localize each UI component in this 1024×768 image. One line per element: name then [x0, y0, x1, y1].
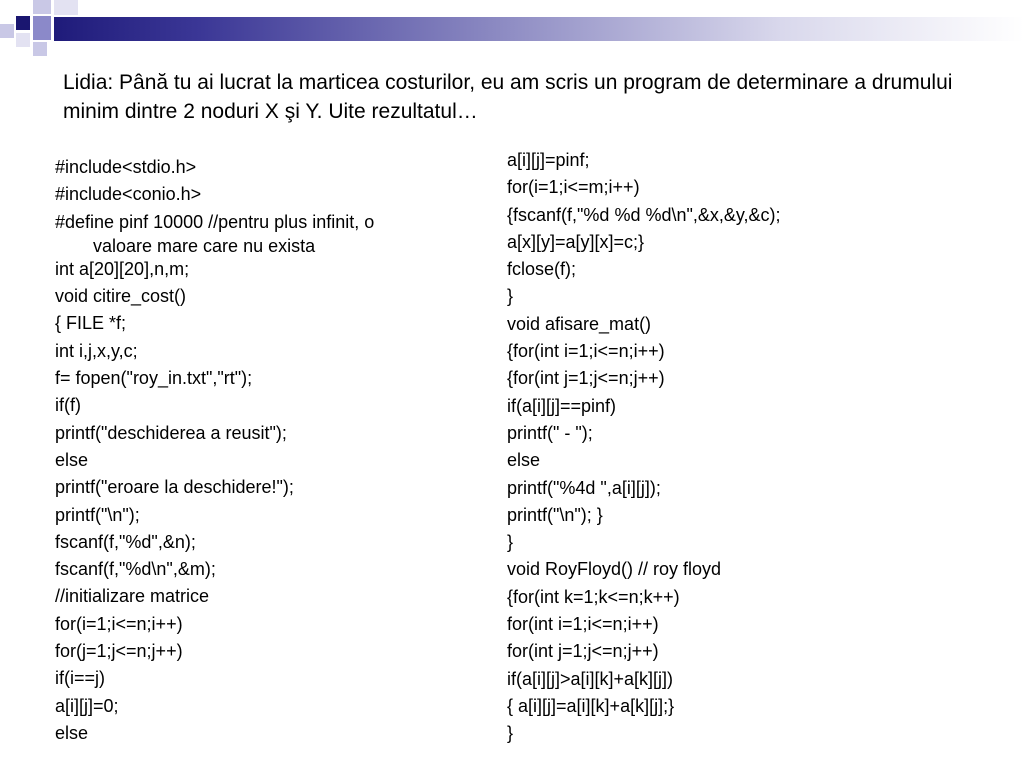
code-line: if(a[i][j]==pinf) — [507, 395, 617, 416]
decor-square-light-2 — [0, 24, 14, 38]
code-line: if(i==j) — [55, 668, 106, 689]
code-line-part: #define pinf 10000 //pentru plus infinit, o — [55, 211, 375, 232]
code-line: {for(int k=1;k<=n;k++) — [507, 586, 680, 607]
code-line: } — [507, 286, 514, 307]
code-line-continuation: valoare mare care nu exista — [93, 235, 316, 256]
code-line: for(i=1;i<=m;i++) — [507, 177, 640, 198]
code-column-left — [55, 154, 475, 747]
code-line: for(int i=1;i<=n;i++) — [507, 614, 659, 635]
code-line: fscanf(f,"%d",&n); — [55, 531, 196, 552]
code-line: { a[i][j]=a[i][k]+a[k][j];} — [507, 695, 675, 716]
code-line: fclose(f); — [507, 259, 577, 280]
code-line: printf("\n"); } — [507, 504, 603, 525]
code-line: printf("deschiderea a reusit"); — [55, 422, 287, 443]
slide-title: Lidia: Până tu ai lucrat la marticea costurilor, eu am scris un program de determinare a drumului minim dintre 2 noduri X şi Y. Uite rezultatul… — [63, 71, 953, 123]
code-line: } — [507, 723, 514, 744]
code-line: int i,j,x,y,c; — [55, 340, 138, 361]
decor-square-dark — [16, 16, 30, 30]
code-line: //initializare matrice — [55, 586, 210, 607]
code-line: if(f) — [55, 395, 81, 416]
code-line — [55, 209, 475, 256]
code-line: fscanf(f,"%d\n",&m); — [55, 559, 216, 580]
code-line: {fscanf(f,"%d %d %d\n",&x,&y,&c); — [507, 204, 781, 225]
code-line: else — [507, 450, 541, 471]
code-line: a[i][j]=pinf; — [507, 150, 590, 170]
code-line: #include<stdio.h> — [55, 157, 197, 177]
header-gradient-bar — [54, 17, 1024, 41]
code-line: if(a[i][j]>a[i][k]+a[k][j]) — [507, 668, 674, 689]
code-line: {for(int i=1;i<=n;i++) — [507, 341, 665, 362]
code-line: printf("eroare la deschidere!"); — [55, 477, 294, 498]
code-line: printf(" - "); — [507, 422, 593, 443]
decor-square-mid — [33, 16, 51, 40]
code-line: else — [55, 449, 89, 470]
code-line: for(int j=1;j<=n;j++) — [507, 641, 659, 662]
code-line: a[x][y]=a[y][x]=c;} — [507, 231, 645, 252]
code-line: void citire_cost() — [55, 286, 187, 307]
decor-square-pale-2 — [54, 0, 78, 15]
code-column-right — [507, 147, 937, 748]
code-line: a[i][j]=0; — [55, 695, 119, 716]
code-line: void afisare_mat() — [507, 313, 652, 334]
code-line: void RoyFloyd() // roy floyd — [507, 559, 722, 580]
code-line: } — [507, 532, 514, 553]
code-line: { FILE *f; — [55, 313, 127, 334]
decor-square-light-3 — [33, 42, 47, 56]
decor-square-light — [33, 0, 51, 14]
code-line: int a[20][20],n,m; — [55, 258, 190, 279]
code-line: for(j=1;j<=n;j++) — [55, 641, 183, 662]
code-line: #include<conio.h> — [55, 184, 202, 205]
code-line: printf("\n"); — [55, 504, 140, 525]
code-line: for(i=1;i<=n;i++) — [55, 613, 183, 634]
decor-square-pale — [16, 33, 30, 47]
code-line: else — [55, 722, 89, 743]
code-line: printf("%4d ",a[i][j]); — [507, 477, 661, 498]
code-line: f= fopen("roy_in.txt","rt"); — [55, 368, 253, 389]
code-line: {for(int j=1;j<=n;j++) — [507, 368, 665, 389]
